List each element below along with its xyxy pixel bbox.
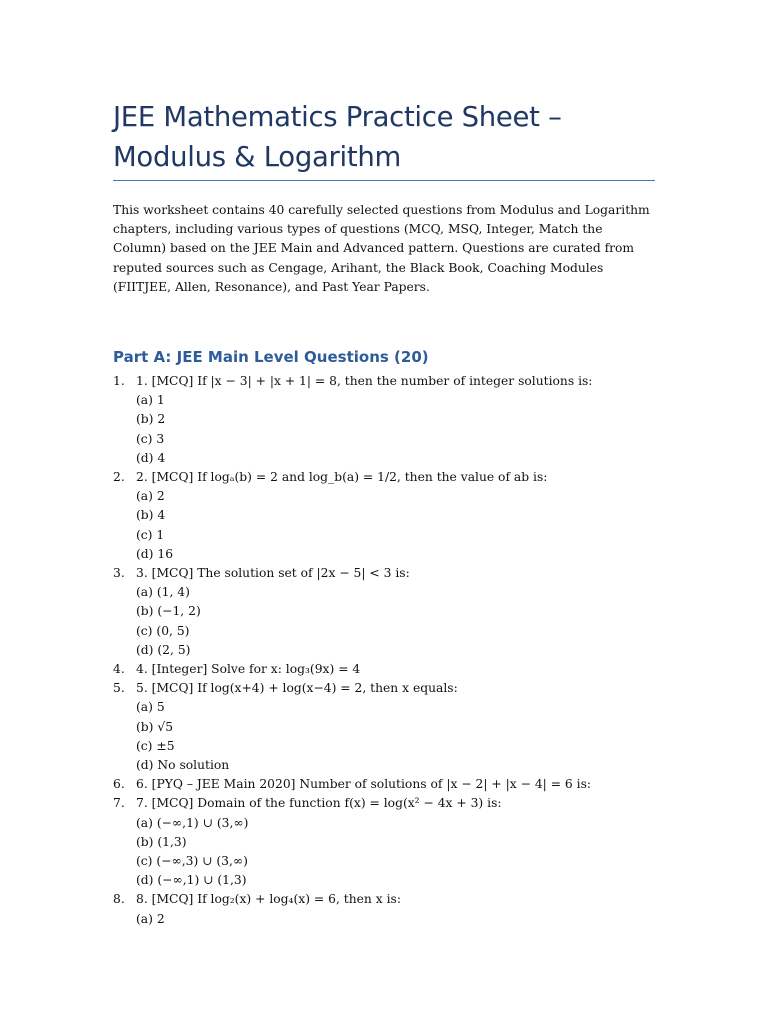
question-item — [113, 775, 658, 794]
question-text: 5. [MCQ] If log(x+4) + log(x−4) = 2, then x equals: — [136, 681, 458, 696]
question-item — [113, 468, 658, 564]
question-text: 6. [PYQ – JEE Main 2020] Number of solutions of |x − 2| + |x − 4| = 6 is: — [136, 777, 592, 792]
answer-option: (b) 4 — [136, 508, 166, 523]
answer-option: (d) 16 — [136, 546, 174, 561]
question-number: 3. — [113, 566, 125, 581]
answer-option: (c) ±5 — [136, 738, 175, 753]
answer-option: (d) 4 — [136, 450, 166, 465]
answer-option: (a) 5 — [136, 700, 165, 715]
question-line — [113, 468, 658, 487]
question-line — [113, 890, 658, 909]
answer-option: (c) 3 — [136, 431, 165, 446]
question-item — [113, 679, 658, 775]
question-number: 5. — [113, 681, 125, 696]
intro-paragraph: This worksheet contains 40 carefully selected questions from Modulus and Logarithm chapters, including various types of questions (MCQ, MSQ, Integer, Match the Column) based on the JEE Main and Advanced pattern. Questions are curated from reputed sources such as Cengage, Arihant, the Black Book, Coaching Modules (FIITJEE, Allen, Resonance), and Past Year Papers. — [113, 203, 650, 294]
question-item — [113, 890, 658, 928]
answer-option: (c) (−∞,3) ∪ (3,∞) — [136, 854, 248, 869]
question-line — [113, 775, 658, 794]
answer-option: (d) (2, 5) — [136, 642, 191, 657]
question-number: 8. — [113, 892, 125, 907]
answer-option: (d) (−∞,1) ∪ (1,3) — [136, 873, 247, 888]
question-item — [113, 794, 658, 890]
question-line — [113, 794, 658, 813]
answer-option: (a) 1 — [136, 393, 165, 408]
question-text: 8. [MCQ] If log₂(x) + log₄(x) = 6, then x is: — [136, 892, 401, 907]
title-underline — [113, 180, 655, 181]
question-line — [113, 660, 658, 679]
question-text: 3. [MCQ] The solution set of |2x − 5| < 3 is: — [136, 566, 410, 581]
question-text: 7. [MCQ] Domain of the function f(x) = log(x² − 4x + 3) is: — [136, 796, 502, 811]
question-number: 1. — [113, 374, 125, 388]
question-line — [113, 679, 658, 698]
answer-option: (a) 2 — [136, 489, 165, 504]
section-heading: Part A: JEE Main Level Questions (20) — [113, 348, 429, 366]
answer-option: (b) √5 — [136, 719, 174, 734]
question-text: 2. [MCQ] If logₐ(b) = 2 and log_b(a) = 1/2, then the value of ab is: — [136, 470, 548, 485]
answer-option: (d) No solution — [136, 758, 230, 773]
answer-option: (a) 2 — [136, 911, 165, 926]
answer-option: (a) (1, 4) — [136, 585, 190, 600]
question-number: 7. — [113, 796, 125, 811]
question-item — [113, 564, 658, 660]
question-item — [113, 372, 658, 468]
question-number: 4. — [113, 662, 125, 677]
answer-option: (a) (−∞,1) ∪ (3,∞) — [136, 815, 249, 830]
question-line — [113, 372, 658, 391]
question-number: 6. — [113, 777, 125, 792]
question-line — [113, 564, 658, 583]
question-text: 1. [MCQ] If |x − 3| + |x + 1| = 8, then the number of integer solutions is: — [136, 374, 593, 388]
question-number: 2. — [113, 470, 125, 485]
question-list — [113, 372, 658, 929]
question-item — [113, 660, 658, 679]
answer-option: (b) 2 — [136, 412, 166, 427]
answer-option: (b) (−1, 2) — [136, 604, 201, 619]
answer-option: (c) (0, 5) — [136, 623, 190, 638]
answer-option: (b) (1,3) — [136, 834, 187, 849]
question-text: 4. [Integer] Solve for x: log₃(9x) = 4 — [136, 662, 361, 677]
answer-option: (c) 1 — [136, 527, 165, 542]
document-title: JEE Mathematics Practice Sheet – Modulus & Logarithm — [113, 101, 562, 173]
